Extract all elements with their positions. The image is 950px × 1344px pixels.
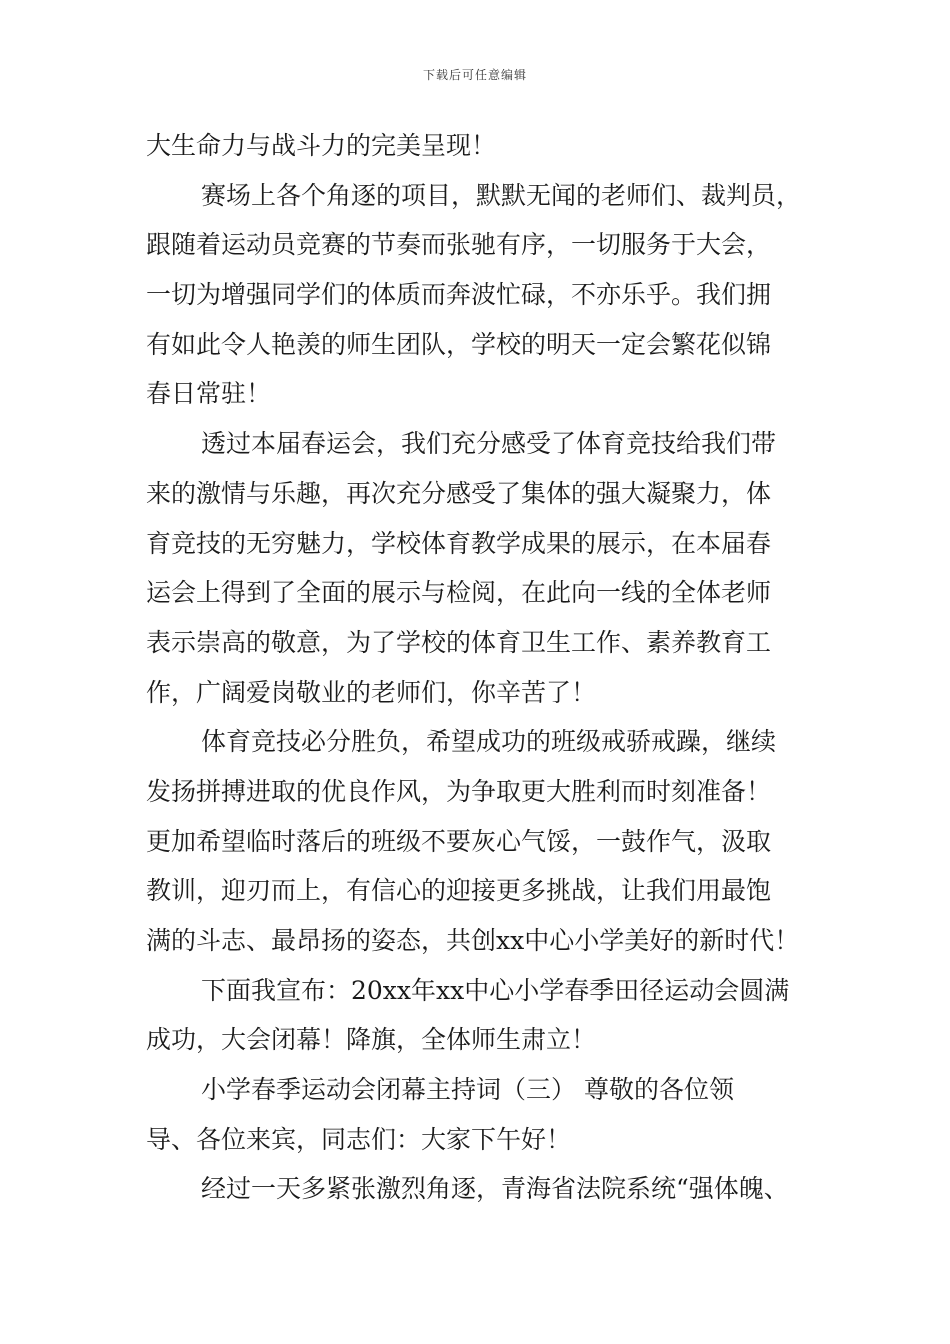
body-line: 运会上得到了全面的展示与检阅，在此向一线的全体老师 (146, 578, 772, 608)
document-body (146, 128, 836, 1221)
body-line: 经过一天多紧张激烈角逐，青海省法院系统“强体魄、 (201, 1174, 789, 1204)
body-line: 教训，迎刃而上，有信心的迎接更多挑战，让我们用最饱 (146, 876, 772, 906)
body-line: 透过本届春运会，我们充分感受了体育竞技给我们带 (201, 429, 777, 459)
page-header-note: 下载后可任意编辑 (422, 68, 527, 82)
body-line: 下面我宣布：20xx年xx中心小学春季田径运动会圆满 (201, 975, 790, 1005)
body-line: 更加希望临时落后的班级不要灰心气馁，一鼓作气，汲取 (146, 826, 772, 856)
body-line: 发扬拼搏进取的优良作风，为争取更大胜利而时刻准备！ (146, 776, 772, 806)
body-line: 跟随着运动员竞赛的节奏而张驰有序，一切服务于大会， (146, 230, 772, 260)
body-line: 赛场上各个角逐的项目，默默无闻的老师们、裁判员， (201, 180, 802, 210)
body-line: 有如此令人艳羡的师生团队，学校的明天一定会繁花似锦 (146, 329, 772, 359)
body-line: 满的斗志、最昂扬的姿态，共创xx中心小学美好的新时代！ (146, 926, 800, 955)
body-line: 成功，大会闭幕！降旗，全体师生肃立！ (146, 1025, 597, 1055)
body-line: 导、各位来宾，同志们：大家下午好！ (146, 1124, 572, 1154)
body-line: 来的激情与乐趣，再次充分感受了集体的强大凝聚力，体 (146, 478, 772, 508)
body-line: 一切为增强同学们的体质而奔波忙碌，不亦乐乎。我们拥 (146, 280, 772, 310)
body-line: 小学春季运动会闭幕主持词（三） 尊敬的各位领 (201, 1075, 734, 1105)
body-line: 育竞技的无穷魅力，学校体育教学成果的展示，在本届春 (146, 528, 772, 558)
body-line: 作，广阔爱岗敬业的老师们，你辛苦了！ (146, 677, 597, 707)
body-line: 春日常驻！ (146, 379, 272, 409)
body-line: 体育竞技必分胜负，希望成功的班级戒骄戒躁，继续 (201, 727, 777, 757)
body-line: 大生命力与战斗力的完美呈现！ (146, 131, 497, 160)
body-line: 表示崇高的敬意，为了学校的体育卫生工作、素养教育工 (146, 627, 772, 657)
